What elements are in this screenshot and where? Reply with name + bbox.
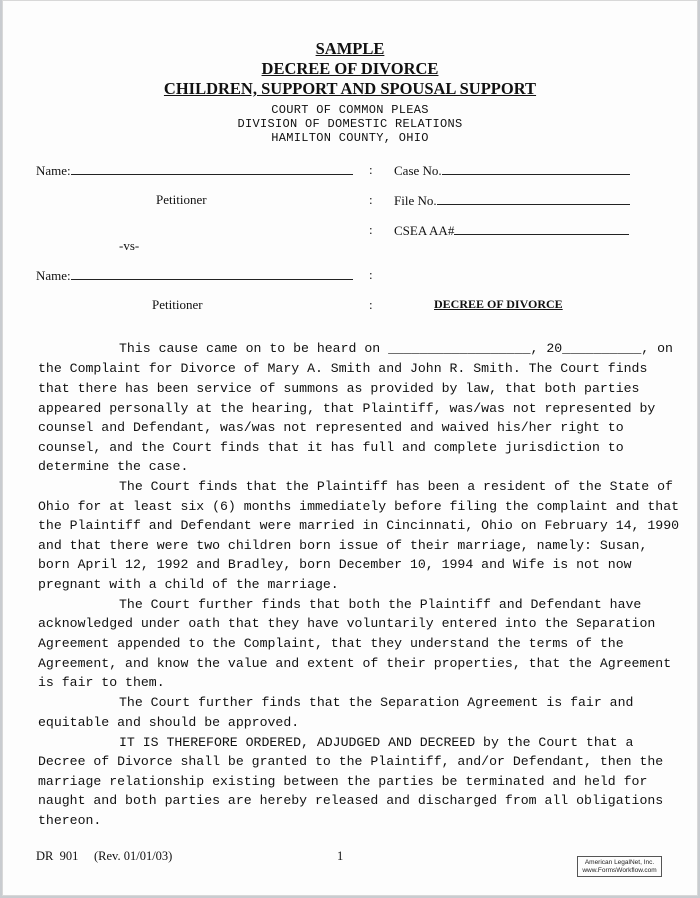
file-no-label: File No. — [394, 193, 437, 208]
court-county: HAMILTON COUNTY, OHIO — [271, 131, 429, 145]
case-no-blank[interactable] — [442, 162, 630, 175]
body-line: pregnant with a child of the marriage. — [38, 577, 339, 592]
decree-heading: DECREE OF DIVORCE — [434, 297, 563, 311]
name-field-2[interactable] — [36, 267, 353, 284]
name-blank-2[interactable] — [71, 267, 353, 280]
form-id: DR 901 (Rev. 01/01/03) — [36, 849, 173, 863]
caption-colon: : — [369, 267, 373, 282]
csea-blank[interactable] — [454, 222, 629, 235]
document-page — [2, 0, 698, 896]
body-line: is fair to them. — [38, 675, 165, 690]
body-line: counsel, and the Court finds that it has full and complete jurisdiction to — [38, 440, 624, 455]
body-line: born April 12, 1992 and Bradley, born December 10, 1994 and Wife is not now — [38, 557, 632, 572]
court-name: COURT OF COMMON PLEAS — [271, 103, 429, 117]
body-line: marriage relationship existing between the parties be terminated and held for — [38, 774, 648, 789]
body-line: that there has been service of summons as provided by law, that both parties — [38, 381, 640, 396]
body-line: appeared personally at the hearing, that Plaintiff, was/was not represented by — [38, 401, 656, 416]
publisher-logo — [577, 856, 662, 877]
body-line: The Court further finds that both the Plaintiff and Defendant have — [119, 597, 642, 612]
body-line: thereon. — [38, 813, 102, 828]
file-no-field[interactable] — [394, 192, 630, 209]
body-line: and that there were two children born issue of their marriage, namely: Susan, — [38, 538, 648, 553]
name-label-2: Name: — [36, 268, 71, 283]
name-blank-1[interactable] — [71, 162, 353, 175]
title-sample: SAMPLE — [315, 39, 385, 58]
case-no-field[interactable] — [394, 162, 630, 179]
petitioner-label-1: Petitioner — [156, 192, 207, 207]
file-no-blank[interactable] — [437, 192, 630, 205]
publisher-url: www.FormsWorkflow.com — [582, 867, 657, 874]
body-line: equitable and should be approved. — [38, 715, 300, 730]
caption-colon: : — [369, 222, 373, 237]
body-line: This cause came on to be heard on __________________, 20__________, on — [119, 341, 673, 356]
body-line: Ohio for at least six (6) months immediately before filing the complaint and that — [38, 499, 680, 514]
court-division: DIVISION OF DOMESTIC RELATIONS — [237, 117, 463, 131]
body-line: The Court further finds that the Separation Agreement is fair and — [119, 695, 634, 710]
name-field-1[interactable] — [36, 162, 353, 179]
body-line: acknowledged under oath that they have voluntarily entered into the Separation — [38, 616, 656, 631]
page-number: 1 — [337, 849, 344, 863]
title-children-support: CHILDREN, SUPPORT AND SPOUSAL SUPPORT — [163, 79, 537, 98]
csea-label: CSEA AA# — [394, 223, 455, 238]
body-line: The Court finds that the Plaintiff has been a resident of the State of — [119, 479, 673, 494]
caption-colon: : — [369, 297, 373, 312]
body-line: counsel and Defendant, was/was not represented and waived his/her right to — [38, 420, 624, 435]
body-line: Agreement appended to the Complaint, that they understand the terms of the — [38, 636, 624, 651]
petitioner-label-2: Petitioner — [152, 297, 203, 312]
caption-colon: : — [369, 162, 373, 177]
caption-colon: : — [369, 192, 373, 207]
body-line: naught and both parties are hereby released and discharged from all obligations — [38, 793, 664, 808]
body-line: the Plaintiff and Defendant were married in Cincinnati, Ohio on February 14, 1990 — [38, 518, 680, 533]
body-line: Decree of Divorce shall be granted to the Plaintiff, and/or Defendant, then the — [38, 754, 664, 769]
body-line: determine the case. — [38, 459, 189, 474]
name-label: Name: — [36, 163, 71, 178]
title-decree: DECREE OF DIVORCE — [261, 59, 439, 78]
body-line: IT IS THEREFORE ORDERED, ADJUDGED AND DECREED by the Court that a — [119, 735, 634, 750]
case-no-label: Case No. — [394, 163, 442, 178]
csea-field[interactable] — [394, 222, 629, 239]
body-line: Agreement, and know the value and extent of their properties, that the Agreement — [38, 656, 672, 671]
publisher-name: American LegalNet, Inc. — [584, 859, 655, 866]
versus-label: -vs- — [119, 238, 140, 253]
body-line: the Complaint for Divorce of Mary A. Smith and John R. Smith. The Court finds — [38, 361, 648, 376]
